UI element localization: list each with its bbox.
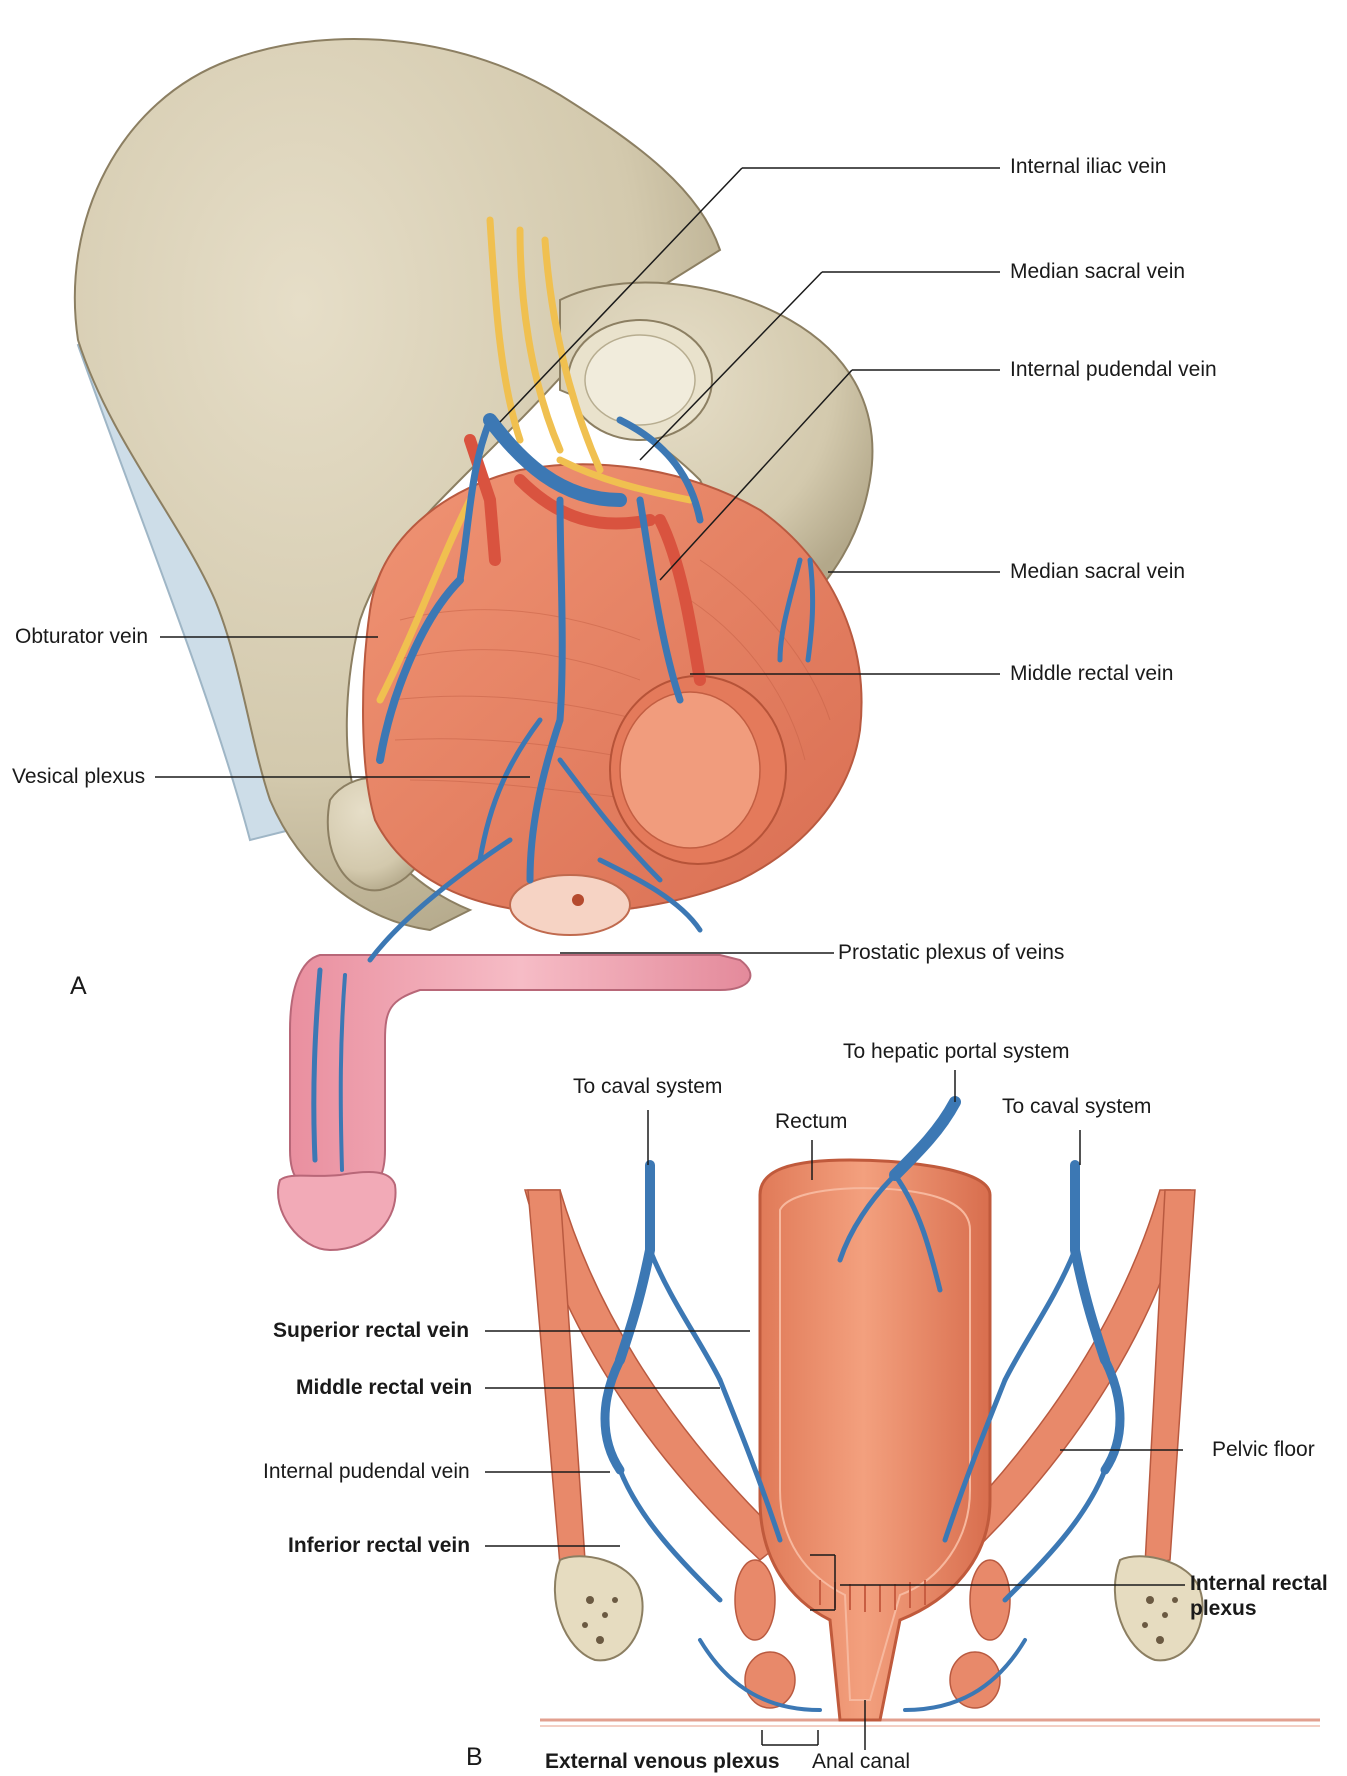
- panel-a-illustration: [75, 39, 1000, 1250]
- label-inferior-rectal-vein: Inferior rectal vein: [288, 1534, 471, 1557]
- label-external-venous-plexus: External venous plexus: [545, 1750, 780, 1773]
- label-obturator-vein: Obturator vein: [15, 625, 149, 648]
- label-prostatic-plexus: Prostatic plexus of veins: [838, 941, 1065, 964]
- label-internal-pudendal-vein-b: Internal pudendal vein: [263, 1460, 470, 1483]
- label-anal-canal: Anal canal: [812, 1750, 911, 1773]
- label-middle-rectal-vein-a: Middle rectal vein: [1010, 662, 1174, 685]
- label-to-caval-system-right: To caval system: [1002, 1095, 1152, 1118]
- label-internal-iliac-vein: Internal iliac vein: [1010, 155, 1167, 178]
- panel-letter-b: B: [466, 1743, 483, 1771]
- label-median-sacral-vein-lower: Median sacral vein: [1010, 560, 1186, 583]
- penis: [290, 955, 750, 1190]
- vertebral-body-inner: [585, 335, 695, 425]
- label-internal-pudendal-vein-a: Internal pudendal vein: [1010, 358, 1217, 381]
- prostate-section: [510, 875, 630, 935]
- label-vesical-plexus: Vesical plexus: [12, 765, 146, 788]
- label-internal-rectal-plexus-line1: Internal rectal: [1190, 1572, 1328, 1595]
- label-internal-rectal-plexus-line2: plexus: [1190, 1597, 1257, 1620]
- label-rectum: Rectum: [775, 1110, 848, 1133]
- label-to-caval-system-left: To caval system: [573, 1075, 723, 1098]
- rectum: [760, 1160, 990, 1720]
- label-pelvic-floor: Pelvic floor: [1212, 1438, 1315, 1461]
- panel-letter-a: A: [70, 972, 87, 1000]
- label-middle-rectal-vein-b: Middle rectal vein: [296, 1376, 473, 1399]
- ischial-tuberosity-left: [555, 1556, 643, 1660]
- pelvic-muscles: [363, 464, 861, 913]
- glans: [278, 1172, 396, 1250]
- label-to-hepatic-portal-system: To hepatic portal system: [843, 1040, 1070, 1063]
- label-median-sacral-vein-top: Median sacral vein: [1010, 260, 1186, 283]
- panel-b-illustration: [485, 1070, 1320, 1750]
- label-superior-rectal-vein: Superior rectal vein: [273, 1319, 470, 1342]
